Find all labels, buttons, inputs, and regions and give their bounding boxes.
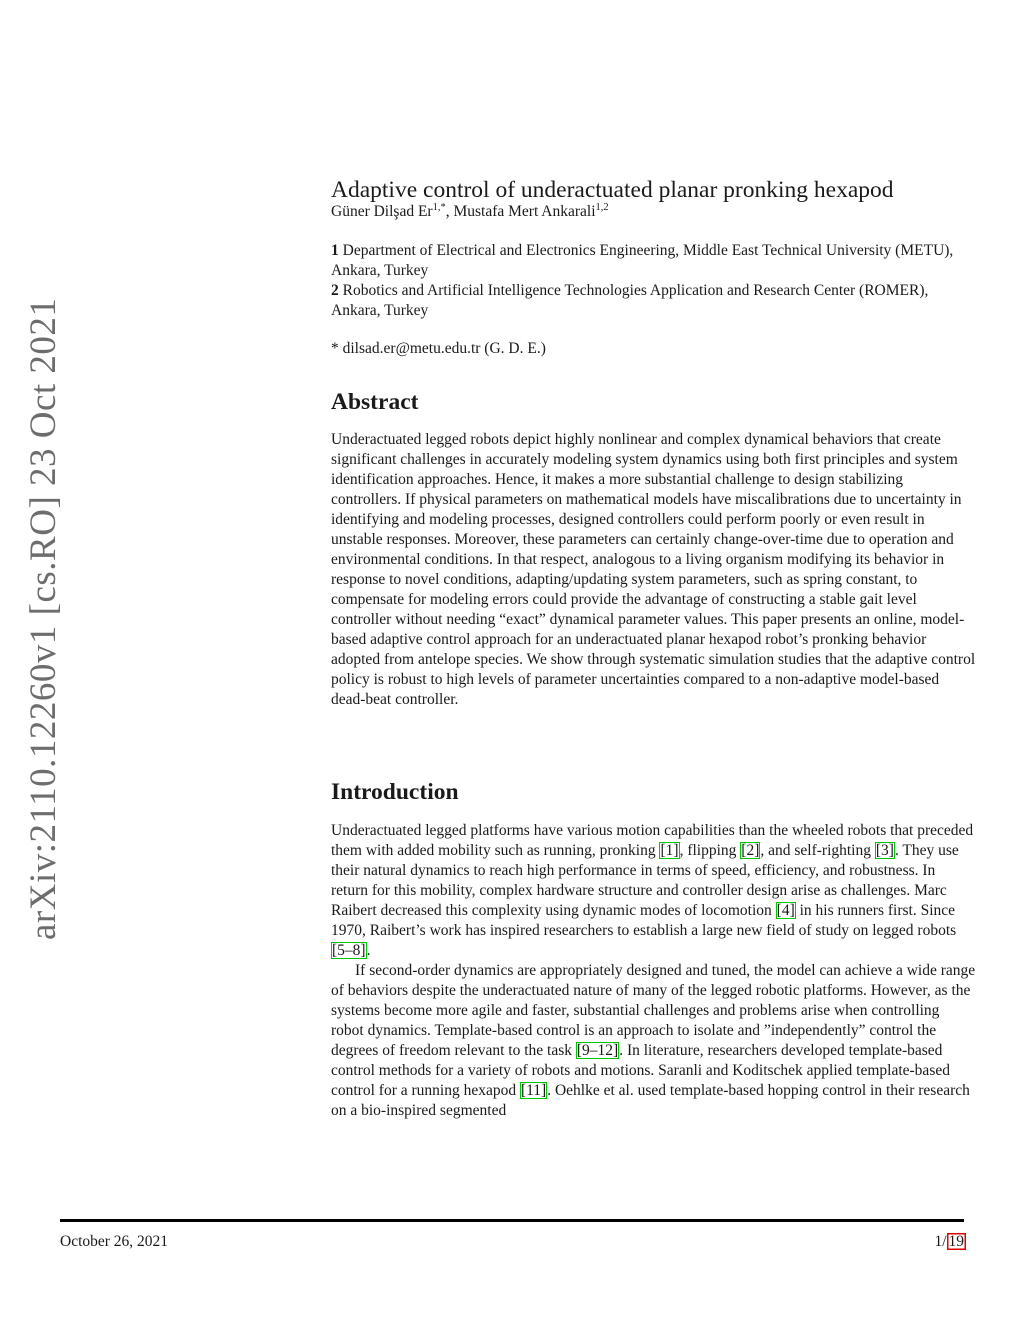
text-run: If second-order dynamics are appropriately designed and tuned, the model can achieve a wide range of behaviors despite the underactuated nature of many of the legged robotic platforms. However, as the systems become more agile and faster, substantial challenges and problems arise when controlling robot dynamics. Template-based control is an approach to isolate and ”independently” control the degrees of freedom relevant to the task	[331, 962, 976, 1059]
affiliation-number: 1	[331, 242, 339, 259]
text-run: in his runners first. Since 1970, Raibert’s work has inspired researchers to establish a large new field of study on legged robots	[331, 902, 957, 939]
citation-link[interactable]: [2]	[741, 842, 760, 859]
author-name: Mustafa Mert Ankarali	[453, 203, 596, 220]
abstract-body	[331, 430, 976, 710]
text-run: , and self-righting	[760, 842, 875, 859]
abstract-paragraph: Underactuated legged robots depict highly nonlinear and complex dynamical behaviors that create significant challenges in accurately modeling system dynamics using both first principles and system identification approaches. Hence, it makes a more substantial challenge to design stabilizing controllers. If physical parameters on mathematical models have miscalibrations due to uncertainty in identifying and modeling processes, designed controllers could perform poorly or even result in unstable responses. Moreover, these parameters can certainly change-over-time due to operation and environmental conditions. In that respect, analogous to a living organism modifying its behavior in response to novel conditions, adapting/updating system parameters, such as spring constant, to compensate for modeling errors could provide the advantage of constructing a stable gait level controller without needing “exact” dynamical parameter values. This paper presents an online, model-based adaptive control approach for an underactuated planar hexapod robot’s pronking behavior adopted from antelope species. We show through systematic simulation studies that the adaptive control policy is robust to high levels of parameter uncertainties compared to a non-adaptive model-based dead-beat controller.	[331, 431, 976, 708]
current-page: 1/	[934, 1233, 947, 1250]
introduction-body	[331, 821, 976, 1121]
introduction-paragraph-1	[331, 821, 976, 961]
footer-date: October 26, 2021	[60, 1233, 169, 1250]
footer-rule	[60, 1219, 964, 1222]
introduction-paragraph-2	[331, 961, 976, 1121]
corresponding-email: * dilsad.er@metu.edu.tr (G. D. E.)	[331, 340, 546, 357]
paper-title: Adaptive control of underactuated planar pronking hexapod	[331, 177, 894, 203]
text-run: Underactuated legged platforms have various motion capabilities than the wheeled robots that preceded them with added mobility such as running, pronking	[331, 822, 974, 859]
citation-link[interactable]: [1]	[660, 842, 679, 859]
arxiv-identifier: arXiv:2110.12260v1 [cs.RO] 23 Oct 2021	[23, 297, 64, 940]
text-run: . They use their natural dynamics to reach high performance in terms of speed, efficiency, and robustness. In return for this mobility, complex hardware structure and controller design arise as challenges. Marc Raibert decreased this complexity using dynamic modes of locomotion	[331, 842, 959, 919]
total-pages-link[interactable]: 19	[948, 1233, 964, 1250]
affiliation-text: Robotics and Artificial Intelligence Technologies Application and Research Center (ROMER), Ankara, Turkey	[331, 282, 929, 319]
author-superscript: 1,2	[595, 201, 609, 213]
author-superscript: 1,*	[432, 201, 446, 213]
abstract-heading: Abstract	[331, 389, 419, 415]
page-number	[934, 1232, 966, 1252]
text-run: .	[366, 942, 371, 959]
affiliation-1	[331, 241, 976, 281]
text-run: . In literature, researchers developed template-based control methods for a variety of robots and motions. Saranli and Koditschek applied template-based control for a running hexapod	[331, 1042, 950, 1099]
citation-link[interactable]: [9–12]	[576, 1042, 619, 1059]
introduction-heading: Introduction	[331, 779, 459, 805]
affiliation-2	[331, 281, 976, 321]
citation-link[interactable]: [3]	[875, 842, 894, 859]
author-name: Güner Dilşad Er	[331, 203, 433, 220]
affiliation-number: 2	[331, 282, 339, 299]
affiliations	[331, 241, 976, 321]
citation-link[interactable]: [11]	[520, 1082, 547, 1099]
citation-link[interactable]: [5–8]	[332, 942, 366, 959]
text-run: , flipping	[679, 842, 741, 859]
affiliation-text: Department of Electrical and Electronics Engineering, Middle East Technical University (METU), Ankara, Turkey	[331, 242, 954, 279]
text-run: . Oehlke et al. used template-based hopping control in their research on a bio-inspired segmented	[331, 1082, 970, 1119]
citation-link[interactable]: [4]	[776, 902, 795, 919]
author-list: Güner Dilşad $Er^{1,*}$, Mustafa Mert Ankarali$^{1,2}$	[331, 201, 609, 220]
